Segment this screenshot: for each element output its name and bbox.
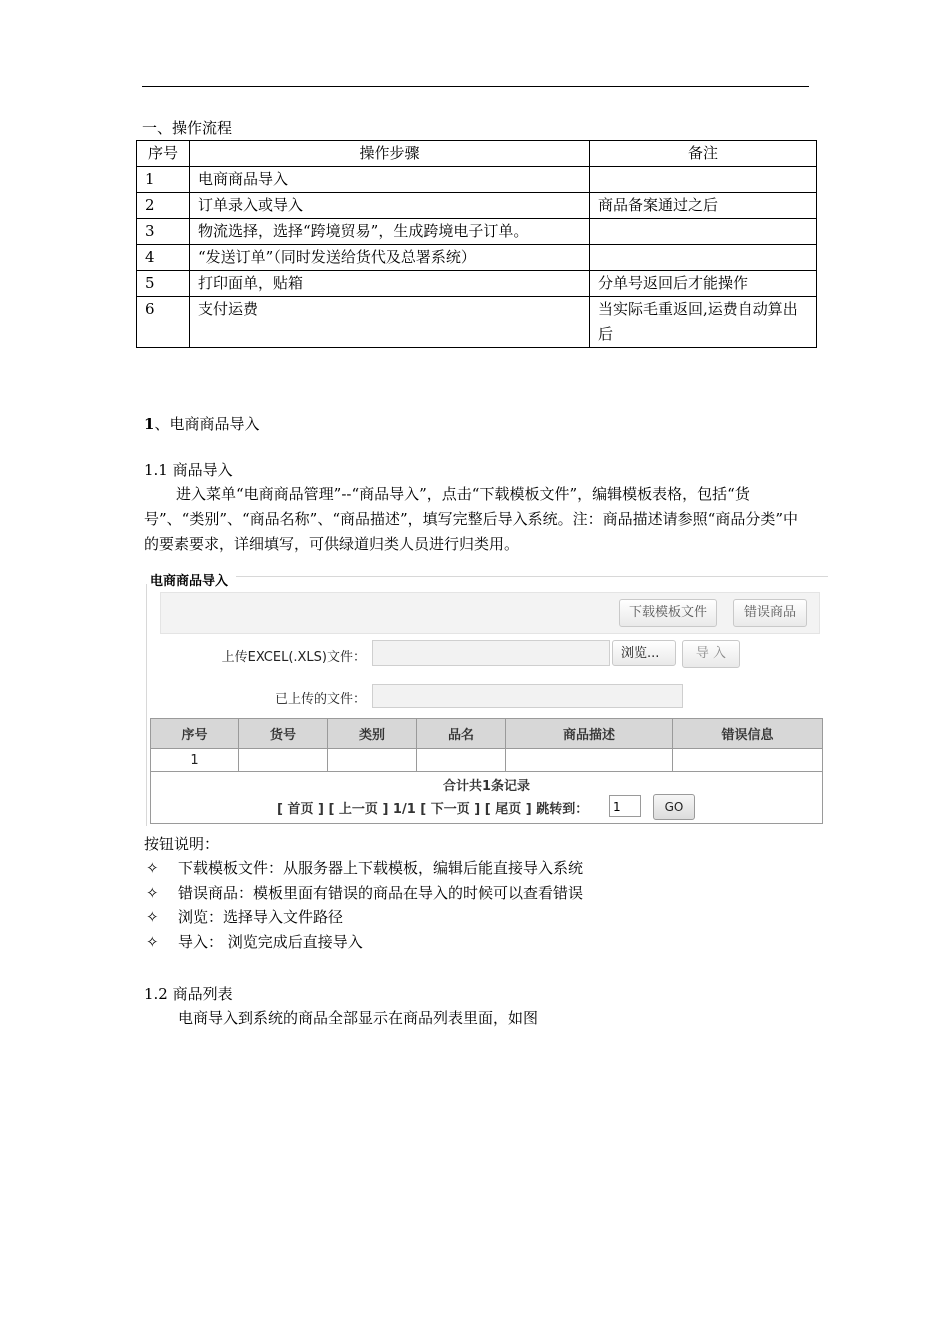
buttons-title: 按钮说明：	[144, 835, 220, 853]
upload-file-field[interactable]	[372, 640, 610, 666]
flow-cell-no: 5	[137, 271, 190, 297]
heading-1-text: 、电商商品导入	[154, 415, 260, 433]
bullet-text: 浏览：选择导入文件路径	[178, 908, 344, 926]
bullet-marker: ✧	[146, 933, 159, 951]
flow-cell-no: 2	[137, 193, 190, 219]
flow-header-step: 操作步骤	[190, 141, 590, 167]
grid-footer	[150, 767, 823, 824]
grid-header-sku: 货号	[239, 719, 328, 749]
table-row	[137, 271, 817, 297]
bullet-text: 错误商品：模板里面有错误的商品在导入的时候可以查看错误	[178, 884, 584, 902]
flow-cell-note: 商品备案通过之后	[590, 193, 817, 219]
flow-cell-no: 3	[137, 219, 190, 245]
heading-1	[144, 414, 259, 434]
flow-cell-note	[590, 245, 817, 271]
intro-paragraph: 进入菜单“电商商品管理”--“商品导入”，点击“下载模板文件”，编辑模板表格，包括“货号”、“类别”、“商品名称”、“商品描述”，填写完整后导入系统。注：商品描述请参照“商品分类”中的要素要求，详细填写，可供绿道归类人员进行归类用。	[144, 485, 799, 553]
upload-label: 上传EXCEL(.XLS)文件：	[221, 650, 366, 665]
table-row	[137, 167, 817, 193]
flow-cell-no: 4	[137, 245, 190, 271]
table-row	[137, 297, 817, 348]
bullet-marker: ✧	[146, 908, 159, 926]
error-goods-button[interactable]: 错误商品	[733, 599, 807, 627]
jump-page-input[interactable]: 1	[609, 795, 641, 817]
grid-header-category: 类别	[328, 719, 417, 749]
panel-title-rule	[236, 576, 828, 577]
uploaded-file-label: 已上传的文件：	[274, 692, 366, 707]
table-row	[137, 219, 817, 245]
grid-header-name: 品名	[417, 719, 506, 749]
table-row	[137, 245, 817, 271]
flow-table-header	[137, 141, 817, 167]
download-template-button[interactable]: 下载模板文件	[619, 599, 717, 627]
flow-cell-no: 6	[137, 297, 190, 348]
panel-title: 电商商品导入	[150, 574, 229, 589]
subheading-1-1: 1.1 商品导入	[144, 461, 233, 479]
flow-cell-note	[590, 219, 817, 245]
toolbar	[160, 592, 820, 634]
flow-cell-step: 物流选择，选择“跨境贸易”，生成跨境电子订单。	[190, 219, 590, 245]
flow-header-note: 备注	[590, 141, 817, 167]
flow-cell-note: 当实际毛重返回,运费自动算出后	[590, 297, 817, 348]
record-summary: 合计共1条记录	[442, 779, 531, 794]
subheading-1-2: 1.2 商品列表	[144, 985, 233, 1003]
grid-cell-no: 1	[151, 749, 239, 772]
pagination[interactable]: [ 首页 ] [ 上一页 ] 1/1 [ 下一页 ] [ 尾页 ] 跳转到：	[277, 802, 589, 817]
flow-cell-step: 打印面单，贴箱	[190, 271, 590, 297]
browse-button[interactable]: 浏览...	[612, 640, 676, 666]
grid-header-no: 序号	[151, 719, 239, 749]
heading-1-number: 1	[144, 415, 155, 433]
grid-header-description: 商品描述	[506, 719, 673, 749]
list-item	[146, 932, 363, 952]
flow-cell-step: 支付运费	[190, 297, 590, 348]
list-paragraph: 电商导入到系统的商品全部显示在商品列表里面，如图	[178, 1009, 539, 1027]
uploaded-file-field	[372, 684, 683, 708]
go-button[interactable]: GO	[653, 794, 695, 820]
bullet-marker: ✧	[146, 859, 159, 877]
list-item	[146, 883, 583, 903]
import-grid	[150, 718, 823, 772]
bullet-marker: ✧	[146, 884, 159, 902]
section-title: 一、操作流程	[142, 119, 233, 137]
grid-header-row	[151, 719, 823, 749]
list-item	[146, 907, 343, 927]
flow-cell-step: 订单录入或导入	[190, 193, 590, 219]
flow-header-no: 序号	[137, 141, 190, 167]
header-rule	[142, 86, 809, 87]
flow-cell-no: 1	[137, 167, 190, 193]
table-row	[137, 193, 817, 219]
panel-left-border	[146, 584, 147, 826]
bullet-text: 导入： 浏览完成后直接导入	[178, 933, 363, 951]
import-button[interactable]: 导 入	[682, 640, 740, 668]
list-item	[146, 858, 583, 878]
grid-header-error: 错误信息	[673, 719, 823, 749]
flow-table	[136, 140, 817, 348]
flow-cell-note	[590, 167, 817, 193]
flow-cell-note: 分单号返回后才能操作	[590, 271, 817, 297]
bullet-text: 下载模板文件：从服务器上下载模板，编辑后能直接导入系统	[178, 859, 584, 877]
flow-cell-step: 电商商品导入	[190, 167, 590, 193]
import-screenshot	[146, 566, 828, 828]
flow-cell-step: “发送订单”（同时发送给货代及总署系统）	[190, 245, 590, 271]
